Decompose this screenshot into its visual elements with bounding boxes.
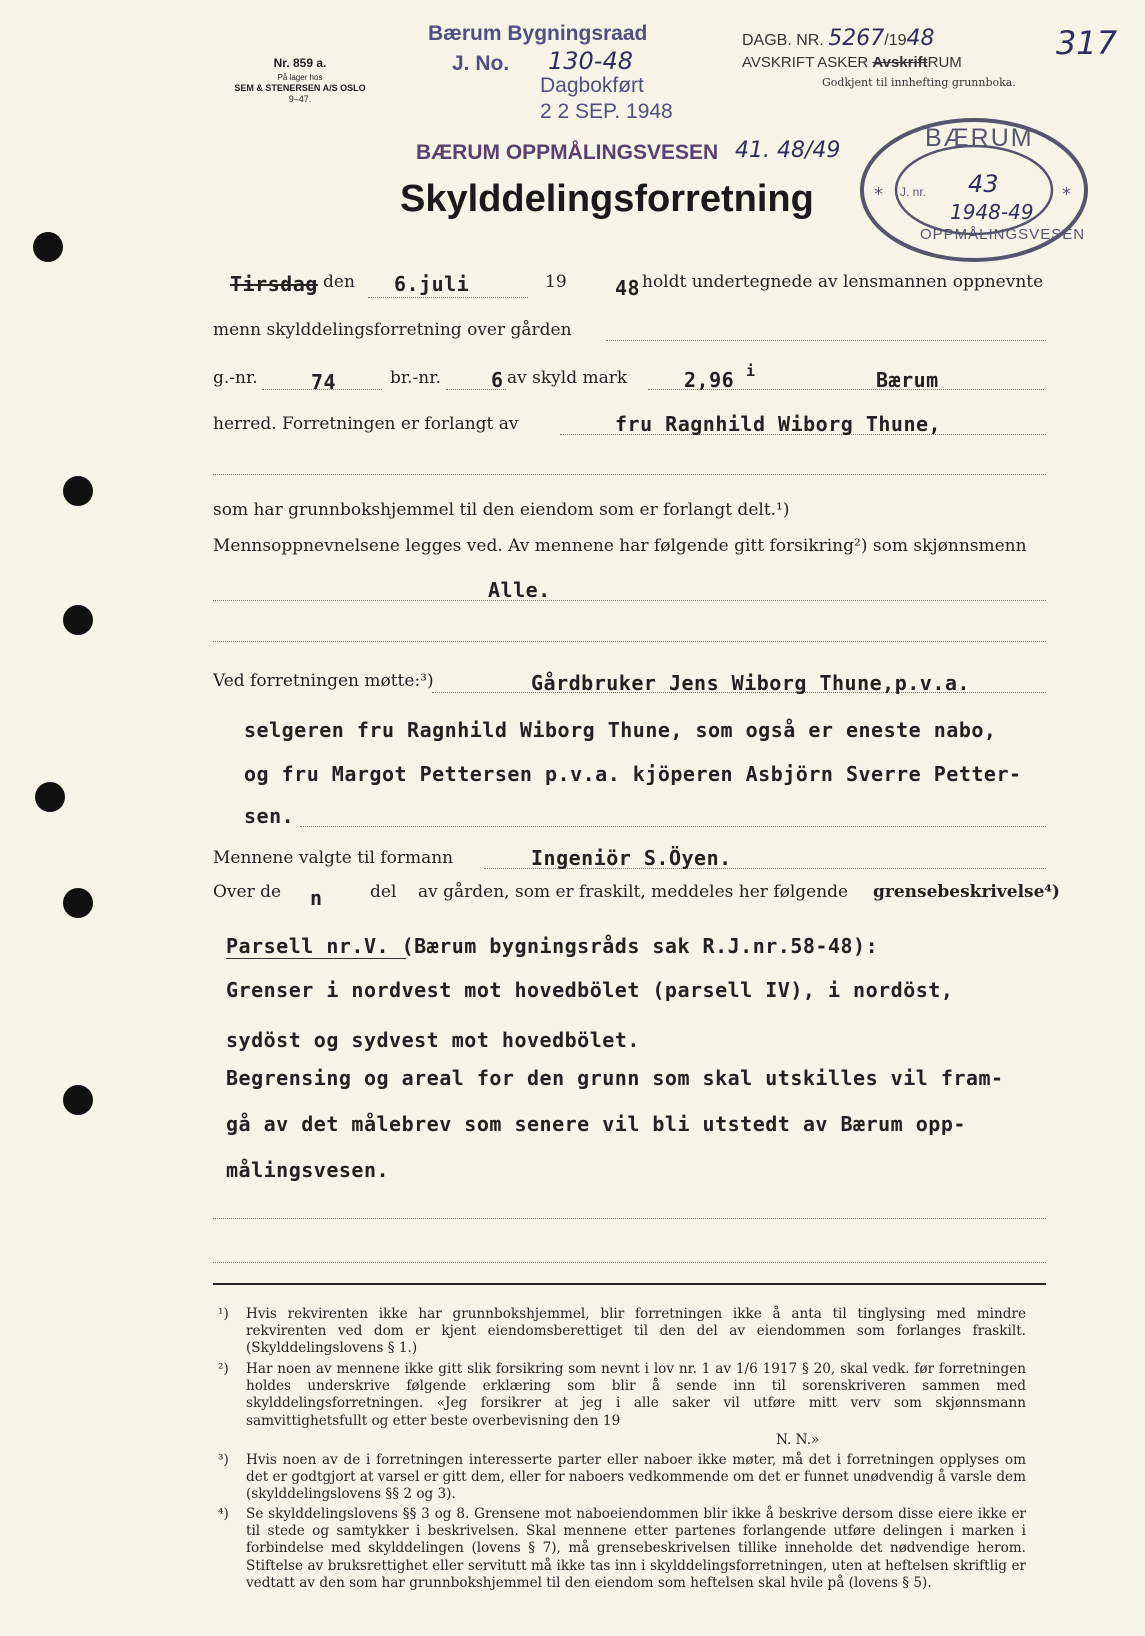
form-info (200, 58, 400, 105)
footnote-text: Har noen av mennene ikke gitt slik forsikring som nevnt i lov nr. 1 av 1/6 1917 § 20, skal vedk. før forretningen holdes underskrive følgende erklæring som blir å sende inn til sorenskriveren sammen med skylddelingsforretningen. «Jeg forsikrer at jeg i alle saker vil utføre mitt verv som skjønnsmann samvittighetsfullt og etter beste overbevisning den 19 (246, 1361, 1026, 1429)
footnote-text: Hvis rekvirenten ikke har grunnbokshjemmel, blir forretningen ikke å anta til tinglysing med mindre rekvirenten ved dom er kjent eiendomsberettiget til den del av eiendommen som forlanges fraskilt. (Skylddelingslovens § 1.) (246, 1306, 1026, 1357)
oval-year: 1948-49 (950, 200, 1034, 224)
print-code: 9–47. (288, 94, 312, 104)
binder-hole (63, 1085, 93, 1115)
j-no-value: 130-48 (548, 47, 634, 75)
over-del: del (370, 882, 397, 902)
godkjent-note: Godkjent til innhefting grunnboka. (822, 76, 1016, 89)
skyld-label: av skyld mark (507, 368, 628, 388)
dagbokfort-date: 2 2 SEP. 1948 (540, 100, 673, 123)
dagb-number: 5267 (828, 26, 885, 51)
folio-number: 317 (1056, 24, 1118, 62)
parsell-underline (226, 958, 406, 959)
present-line-1: Gårdbruker Jens Wiborg Thune,p.v.a. (531, 671, 970, 695)
over-n: n (310, 886, 323, 910)
dagb-sep: /19 (884, 32, 907, 49)
dagbokfort-stamp: Dagbokført (540, 74, 644, 97)
held-text: holdt undertegnede av lensmannen oppnevnte (642, 272, 1044, 292)
description-line-2: Grenser i nordvest mot hovedbölet (parsell IV), i nordöst, (226, 978, 954, 1002)
men-over-text: menn skylddelingsforretning over gården (213, 320, 572, 340)
publisher-line: På lager hos (277, 73, 323, 82)
blank-line (213, 474, 1046, 475)
footnote-text: Hvis noen av de i forretningen interesserte parter eller naboer ikke møter, må det i forretningen opplyses om det er godtgjort at varsel er gitt dem, eller for naboers vedkommende om det er funnet unødvendig å varsle dem (skylddelingslovens §§ 2 og 3). (246, 1452, 1026, 1503)
date-line (368, 297, 528, 298)
year-value: 48 (615, 276, 641, 300)
avskrift-line (742, 54, 962, 71)
description-line-4: Begrensing og areal for den grunn som skal utskilles vil fram- (226, 1066, 1004, 1090)
dagb-line (742, 26, 935, 51)
alle-line (213, 600, 1046, 601)
present-end-line (300, 826, 1046, 827)
farm-line (606, 340, 1046, 341)
binder-hole (63, 888, 93, 918)
description-line-6: målingsvesen. (226, 1158, 390, 1182)
description-line-1: Parsell nr.V. (Bærum bygningsråds sak R.J.nr.58-48): (226, 934, 879, 958)
footnote-signature: N. N.» (776, 1432, 820, 1448)
footnote-3 (218, 1452, 1038, 1506)
municipality: Bærum (876, 368, 939, 392)
present-line-4: sen. (244, 804, 295, 828)
formann-value: Ingeniör S.Öyen. (531, 846, 732, 870)
footnote-number: ³) (218, 1452, 229, 1468)
blank-line (213, 1262, 1046, 1263)
footnote-text: Se skylddelingslovens §§ 3 og 8. Grensene mot naboeiendommen blir ikke å beskrive dersom disse eiere ikke er til stede og samtykker i beskrivelsen. Skal mennene etter partenes forlangende utføre delingen i marken i forbindelse med skylddelingen (lovens § 7), må grensebeskrivelsen tillike inneholde det nødvendige herom. Stiftelse av bruksrettighet eller servitutt må ikke tas inn i skylddelingsforretningen, uten at heftelsen skriftlig er vedtatt av den som har grunnbokshjemmel til den eiendom som heftelsen skal hvile på (lovens § 5). (246, 1506, 1026, 1591)
avskrift-struck: Avskrift (872, 54, 928, 71)
dagb-label: DAGB. NR. (742, 32, 824, 49)
herred-text: herred. Forretningen er forlangt av (213, 414, 519, 434)
binder-hole (63, 476, 93, 506)
j-no-label: J. No. (452, 52, 510, 75)
publisher-name: SEM & STENERSEN A/S OSLO (234, 83, 366, 93)
dagb-year: 48 (906, 26, 935, 51)
footnote-separator (213, 1283, 1046, 1285)
oval-star-left: * (874, 184, 883, 205)
blank-line (213, 1218, 1046, 1219)
requester: fru Ragnhild Wiborg Thune, (615, 412, 942, 436)
document-title: Skylddelingsforretning (400, 178, 814, 220)
over-rest: av gården, som er fraskilt, meddeles her følgende (418, 882, 849, 902)
oval-bottom-text: OPPMÅLINGSVESEN (920, 226, 1086, 243)
bnr-value: 6 (491, 368, 504, 392)
building-council-stamp: Bærum Bygningsraad (428, 22, 648, 45)
form-number: Nr. 859 a. (273, 56, 327, 70)
avskrift-label: AVSKRIFT ASKER (742, 54, 869, 71)
over-de: Over de (213, 882, 282, 902)
bnr-label: br.-nr. (390, 368, 441, 388)
description-line-5: gå av det målebrev som senere vil bli utstedt av Bærum opp- (226, 1112, 966, 1136)
binder-hole (33, 232, 63, 262)
grense-label: grensebeskrivelse⁴) (873, 882, 1060, 902)
footnote-4 (218, 1506, 1038, 1616)
gnr-label: g.-nr. (213, 368, 258, 388)
footnote-number: ¹) (218, 1306, 229, 1322)
gnr-value: 74 (311, 370, 337, 394)
present-label: Ved forretningen møtte:³) (213, 671, 434, 691)
footnote-1 (218, 1306, 1038, 1360)
oval-jnr-label: J. nr. (900, 185, 927, 199)
den-label: den (323, 272, 355, 292)
century: 19 (545, 272, 567, 292)
footnote-number: ⁴) (218, 1506, 229, 1522)
date-value: 6.juli (394, 272, 470, 296)
day-name: Tirsdag (230, 272, 318, 296)
present-line-3: og fru Margot Pettersen p.v.a. kjöperen Asbjörn Sverre Petter- (244, 762, 1022, 786)
oval-star-right: * (1062, 184, 1071, 205)
blank-line (213, 641, 1046, 642)
binder-hole (35, 782, 65, 812)
oval-top-text: BÆRUM (925, 124, 1034, 152)
survey-ref: 41. 48/49 (735, 138, 841, 163)
formann-label: Mennene valgte til formann (213, 848, 454, 868)
oval-jnr: 43 (968, 170, 999, 198)
alle-value: Alle. (488, 578, 551, 602)
binder-hole (63, 605, 93, 635)
skyld-sup: i (746, 362, 756, 380)
description-line-3: sydöst og sydvest mot hovedbölet. (226, 1028, 640, 1052)
survey-office-stamp: BÆRUM OPPMÅLINGSVESEN (416, 141, 719, 164)
avskrift-place: RUM (927, 54, 962, 71)
footnote-number: ²) (218, 1361, 229, 1377)
grunnbok-text: som har grunnbokshjemmel til den eiendom som er forlangt delt.¹) (213, 500, 790, 520)
menns-text: Mennsoppnevnelsene legges ved. Av mennene har følgende gitt forsikring²) som skjønnsmenn (213, 536, 1027, 556)
skyld-value: 2,96 (684, 368, 735, 392)
footnote-2 (218, 1361, 1038, 1433)
present-line-2: selgeren fru Ragnhild Wiborg Thune, som også er eneste nabo, (244, 718, 997, 742)
